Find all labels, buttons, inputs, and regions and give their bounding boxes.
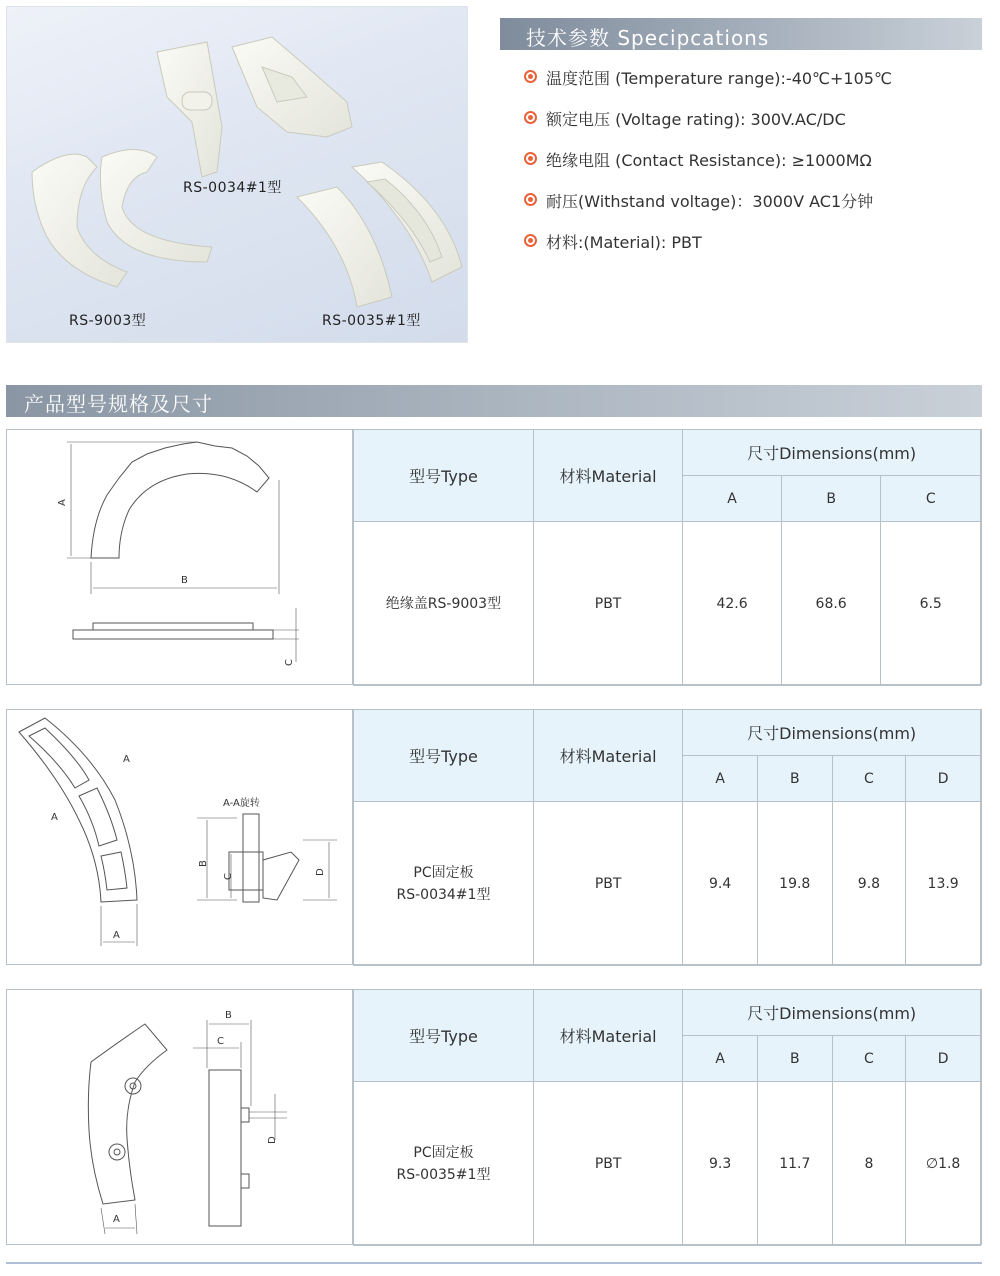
type-line: PC固定板 (413, 864, 474, 881)
drawing-label: C (223, 873, 234, 880)
type-cell (354, 1082, 534, 1246)
dim-value: ∅1.8 (906, 1082, 981, 1246)
product-photo-illustration (7, 7, 468, 343)
products-header-bar (6, 385, 982, 417)
drawing-label: A (57, 499, 68, 506)
technical-drawing (7, 990, 353, 1246)
col-header-type: 型号Type (354, 710, 534, 802)
drawing-label: D (267, 1136, 278, 1144)
dimension-table (353, 989, 981, 1246)
technical-drawing (7, 710, 353, 966)
spec-item (524, 66, 984, 107)
dimension-table (353, 709, 981, 966)
technical-drawing (7, 430, 353, 686)
material-cell: PBT (533, 1082, 682, 1246)
spec-item (524, 230, 984, 271)
dim-label: A (683, 476, 782, 522)
spec-item (524, 189, 984, 230)
type-line: RS-0035#1型 (396, 1166, 491, 1183)
dim-value: 19.8 (757, 802, 832, 966)
material-cell: PBT (533, 802, 682, 966)
dim-value: 11.7 (757, 1082, 832, 1246)
product-block-rs0035 (6, 989, 982, 1245)
photo-caption-rs0035: RS-0035#1型 (322, 313, 421, 329)
drawing-label: A (113, 1214, 120, 1225)
spec-item (524, 148, 984, 189)
drawing-label: B (181, 575, 188, 586)
drawing-label: A-A旋转 (223, 798, 260, 809)
product-photo (6, 6, 468, 343)
spec-text: 绝缘电阻 (Contact Resistance): ≥1000MΩ (546, 151, 872, 170)
dim-value: 8 (832, 1082, 906, 1246)
bullet-icon (524, 152, 537, 165)
spec-text: 额定电压 (Voltage rating): 300V.AC/DC (546, 110, 846, 129)
dim-value: 68.6 (781, 522, 881, 686)
spec-text: 温度范围 (Temperature range):-40℃+105℃ (546, 69, 892, 88)
col-header-dimensions: 尺寸Dimensions(mm) (683, 430, 981, 476)
drawing-label: A (123, 754, 130, 765)
dim-value: 6.5 (881, 522, 981, 686)
drawing-label: A (113, 930, 120, 941)
dim-label: C (832, 756, 906, 802)
type-cell (354, 802, 534, 966)
drawing-label: C (284, 659, 295, 666)
dim-value: 9.4 (683, 802, 758, 966)
type-line: 绝缘盖RS-9003型 (385, 595, 502, 612)
col-header-type: 型号Type (354, 990, 534, 1082)
dim-label: C (832, 1036, 906, 1082)
spec-list (524, 66, 984, 271)
material-cell: PBT (533, 522, 682, 686)
col-header-material: 材料Material (533, 430, 682, 522)
dim-label: D (906, 1036, 981, 1082)
dim-label: D (906, 756, 981, 802)
bullet-icon (524, 234, 537, 247)
product-block-rs9003 (6, 429, 982, 685)
dim-label: A (683, 1036, 758, 1082)
col-header-material: 材料Material (533, 990, 682, 1082)
drawing-label: D (315, 868, 326, 876)
bullet-icon (524, 111, 537, 124)
photo-caption-rs0034: RS-0034#1型 (183, 180, 282, 196)
type-cell (354, 522, 534, 686)
spec-title: 技术参数 Specipcations (526, 26, 770, 50)
drawing-label: C (217, 1036, 224, 1047)
product-block-rs0034 (6, 709, 982, 965)
spec-header-bar (500, 18, 982, 50)
drawing-rs9003 (7, 430, 353, 684)
dim-label: C (881, 476, 981, 522)
photo-caption-rs9003: RS-9003型 (69, 313, 147, 329)
bullet-icon (524, 193, 537, 206)
dim-value: 9.8 (832, 802, 906, 966)
dim-value: 13.9 (906, 802, 981, 966)
drawing-label: B (225, 1010, 232, 1021)
bottom-divider (6, 1262, 982, 1264)
dim-value: 9.3 (683, 1082, 758, 1246)
type-line: PC固定板 (413, 1144, 474, 1161)
dim-label: A (683, 756, 758, 802)
bullet-icon (524, 70, 537, 83)
dim-label: B (757, 756, 832, 802)
col-header-material: 材料Material (533, 710, 682, 802)
drawing-label: A (51, 812, 58, 823)
col-header-dimensions: 尺寸Dimensions(mm) (683, 710, 981, 756)
drawing-label: B (198, 860, 209, 867)
spec-text: 耐压(Withstand voltage)：3000V AC1分钟 (546, 192, 874, 211)
dim-label: B (757, 1036, 832, 1082)
products-title: 产品型号规格及尺寸 (24, 392, 213, 416)
type-line: RS-0034#1型 (396, 886, 491, 903)
dimension-table (353, 429, 981, 686)
dim-value: 42.6 (683, 522, 782, 686)
col-header-dimensions: 尺寸Dimensions(mm) (683, 990, 981, 1036)
drawing-rs0035 (7, 990, 353, 1244)
spec-text: 材料:(Material): PBT (546, 233, 702, 252)
drawing-rs0034 (7, 710, 353, 964)
dim-label: B (781, 476, 881, 522)
col-header-type: 型号Type (354, 430, 534, 522)
spec-item (524, 107, 984, 148)
